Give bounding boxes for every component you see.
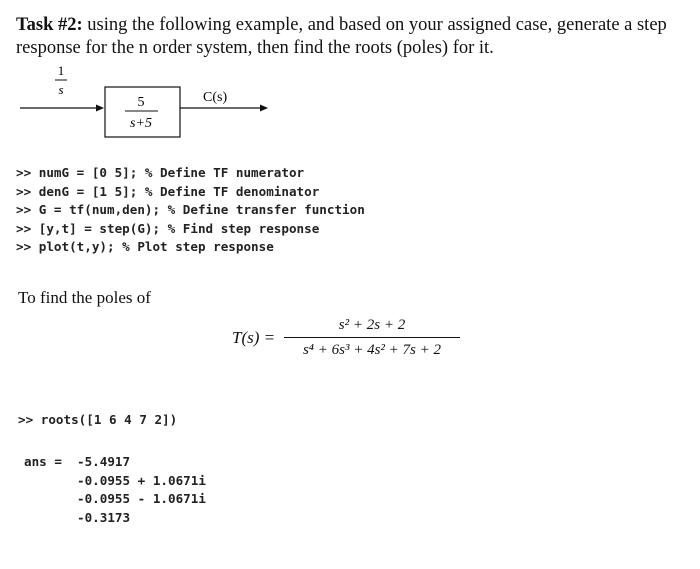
input-label-numerator: 1 (57, 64, 65, 78)
task-heading: Task #2: (16, 15, 83, 35)
input-label-denominator: s (58, 82, 64, 97)
code-block (16, 164, 365, 257)
poles-intro: To find the poles of (18, 288, 151, 307)
code-line: >> G = tf(num,den); % Define transfer function (16, 202, 365, 218)
input-arrowhead (96, 105, 104, 112)
code-line: >> [y,t] = step(G); % Find step response (16, 220, 320, 236)
output-arrowhead (260, 105, 268, 112)
block-diagram (0, 64, 300, 146)
code-line: >> plot(t,y); % Plot step response (16, 239, 274, 255)
root-value: -0.3173 (77, 509, 131, 525)
root-value: -0.0955 - 1.0671i (77, 491, 206, 507)
task-description (16, 14, 688, 60)
tf-fraction-bar (284, 337, 460, 338)
block-denominator: s+5 (130, 116, 152, 131)
transfer-function-equation (232, 315, 472, 365)
ans-label: ans = (24, 454, 62, 469)
roots-command: >> roots([1 6 4 7 2]) (18, 412, 178, 427)
tf-numerator: s² + 2s + 2 (338, 317, 406, 333)
tf-denominator: s⁴ + 6s³ + 4s² + 7s + 2 (302, 342, 442, 358)
code-line: >> numG = [0 5]; % Define TF numerator (16, 165, 305, 180)
ans-list (77, 453, 206, 527)
root-value: -0.0955 + 1.0671i (77, 472, 206, 488)
code-line: >> denG = [1 5]; % Define TF denominator (16, 183, 320, 199)
root-value: -5.4917 (77, 454, 131, 469)
output-label: C(s) (203, 90, 228, 105)
tf-fraction (284, 315, 460, 360)
task-text: using the following example, and based on your assigned case, generate a step response for the n order system, then find the roots (poles) for it. (16, 15, 667, 58)
input-label (55, 64, 67, 97)
block-numerator: 5 (137, 95, 145, 110)
tf-lhs: T(s) = (232, 328, 276, 347)
